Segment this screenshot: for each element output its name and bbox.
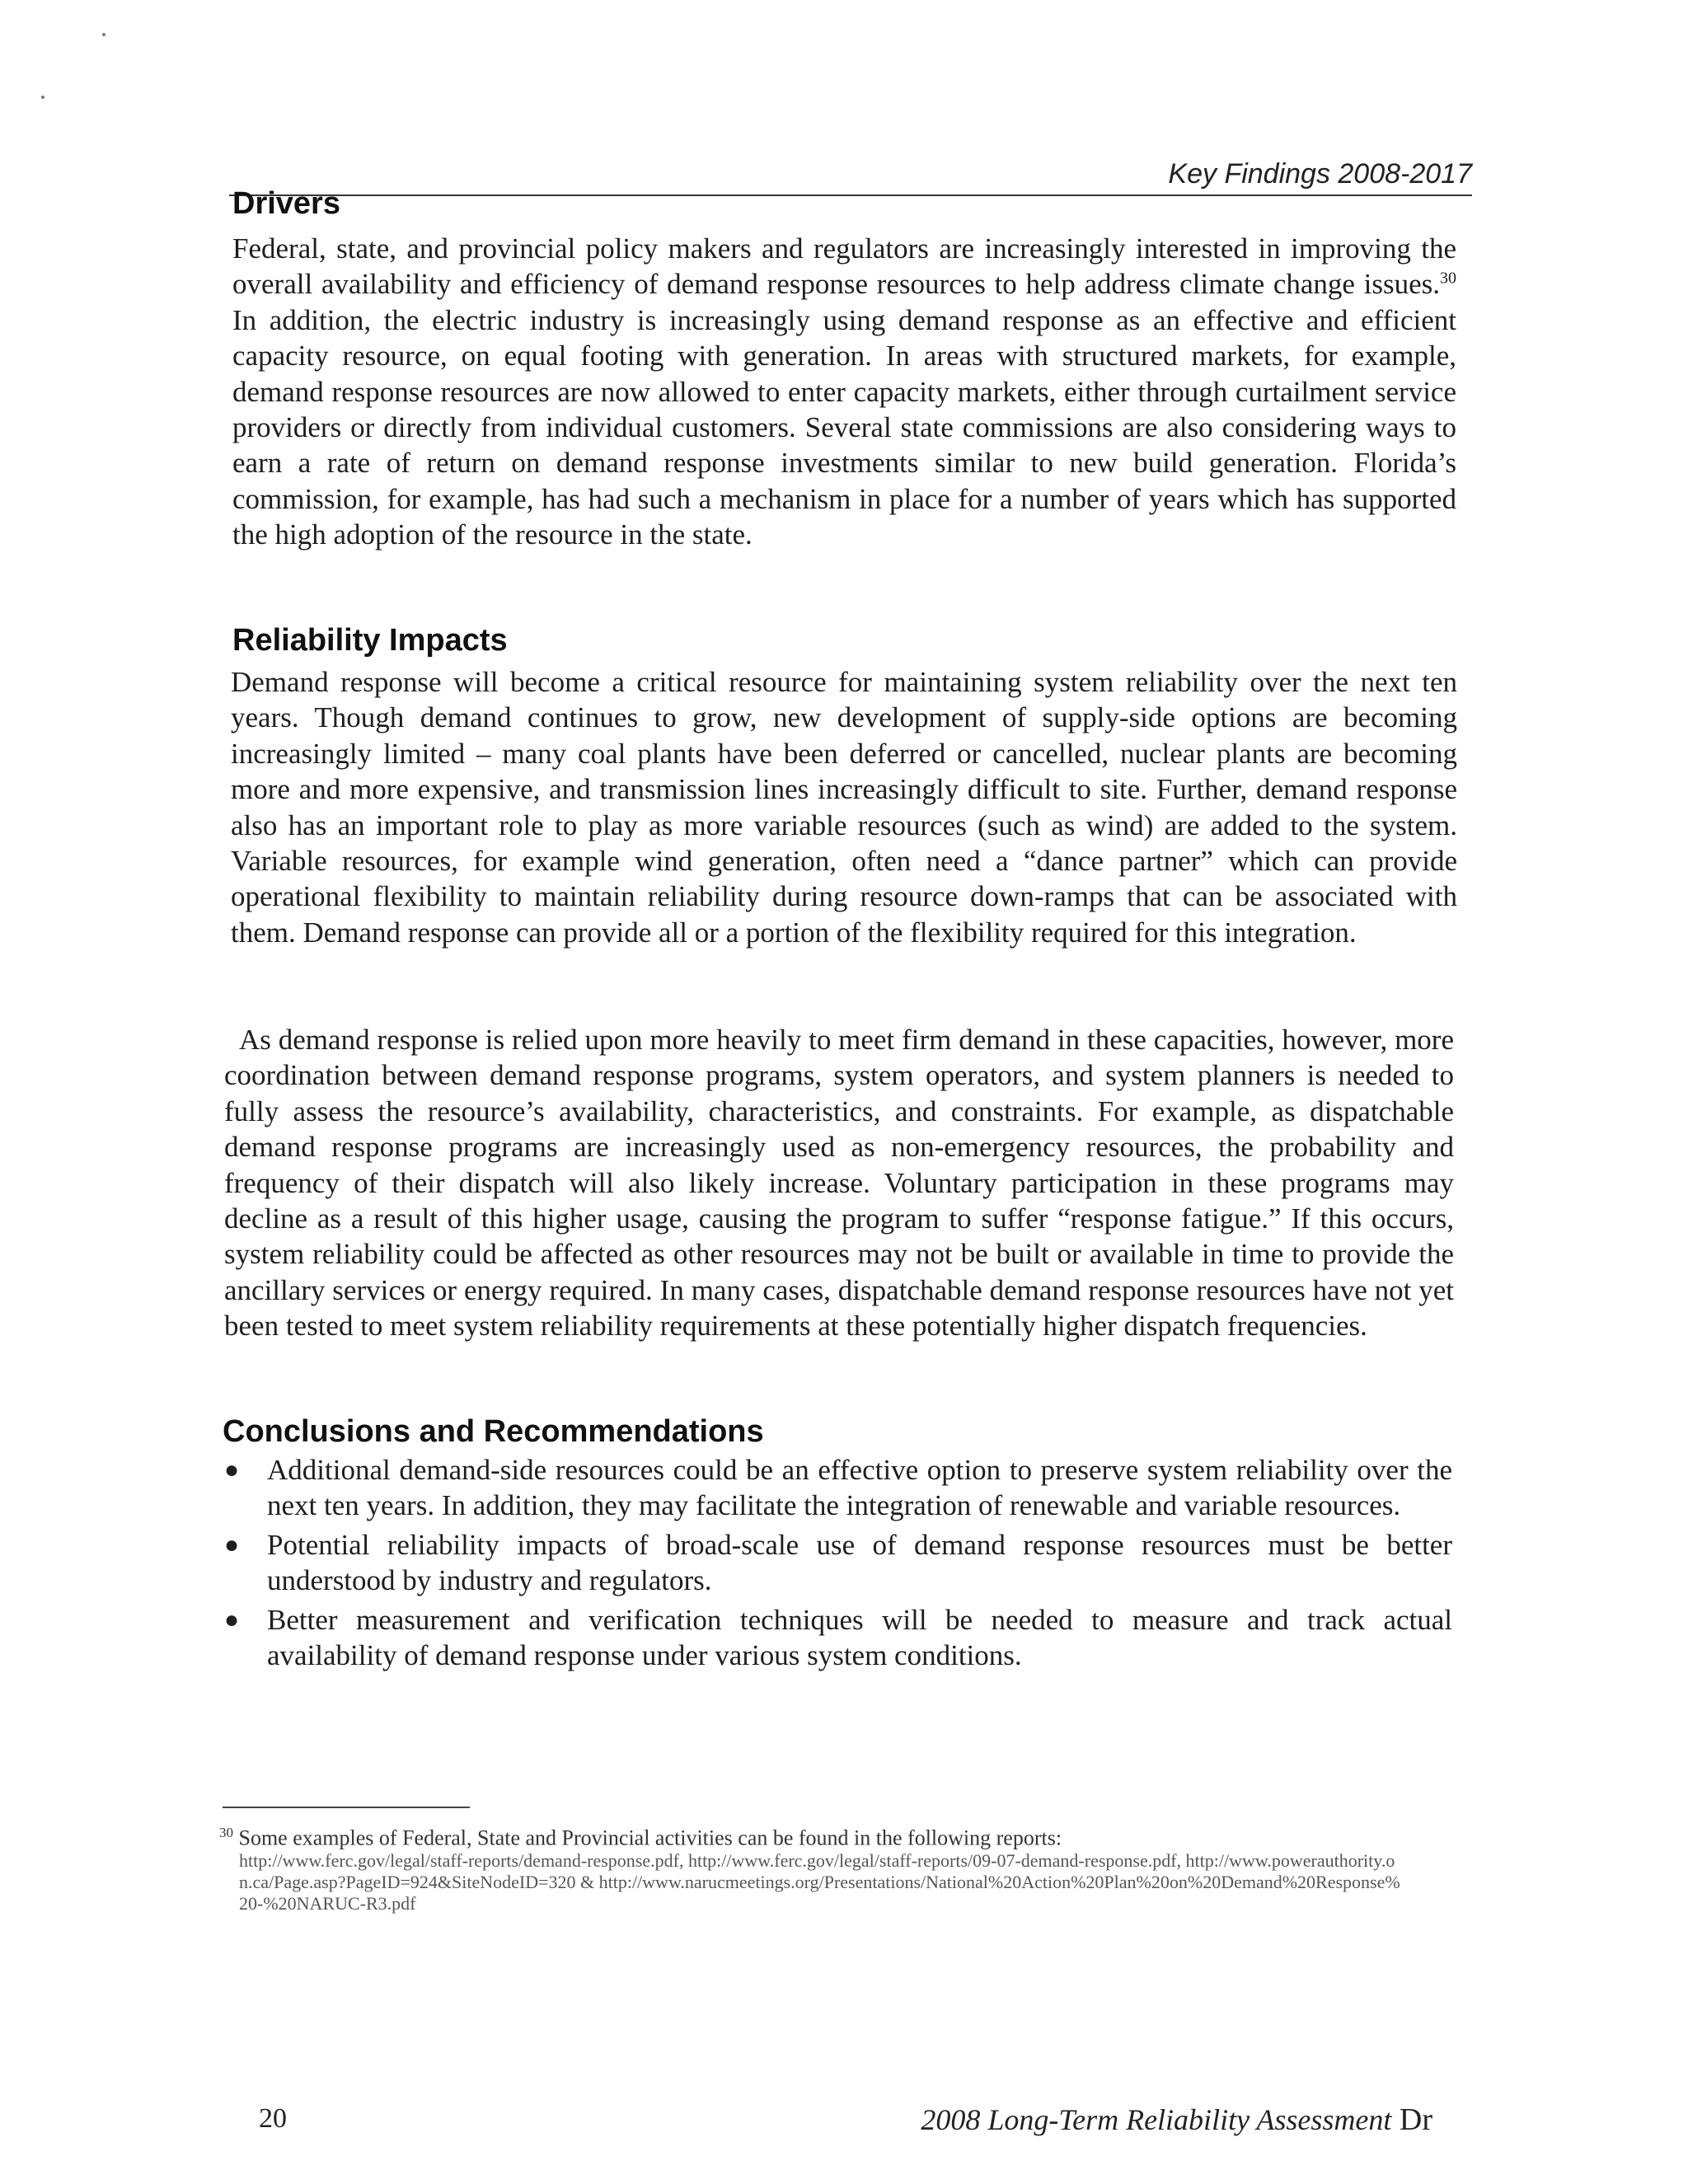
footer-title-suffix: Dr bbox=[1391, 2102, 1432, 2137]
list-item-text: Better measurement and verification techniques will be needed to measure and track actual availability of demand response under various system conditions. bbox=[267, 1603, 1452, 1672]
footer-document-title bbox=[921, 2102, 1432, 2138]
reliability-paragraph-1: Demand response will become a critical resource for maintaining system reliability over the next ten years. Though demand continues to grow, new development of supply-side options are becoming increasingly limited – many coal plants have been deferred or cancelled, nuclear plants are becoming more and more expensive, and transmission lines increasingly difficult to site. Further, demand response also has an important role to play as more variable resources (such as wind) are added to the system. Variable resources, for example wind generation, often need a “dance partner” which can provide operational flexibility to maintain reliability during resource down-ramps that can be associated with them. Demand response can provide all or a portion of the flexibility required for this integration. bbox=[231, 666, 1457, 949]
footnote-number: 30 bbox=[219, 1825, 233, 1840]
footnote-ref: 30 bbox=[1440, 269, 1456, 288]
bullet-icon: ● bbox=[224, 1530, 240, 1558]
footnote-links[interactable]: http://www.ferc.gov/legal/staff-reports/demand-response.pdf, http://www.ferc.gov/legal/staff-reports/09-07-demand-response.pdf, http://www.powerauthority.on.ca/Page.asp?PageID=924&SiteNodeID=320 & http://www.narucmeetings.org/Presentations/National%20Action%20Plan%20on%20Demand%20Response%20-%20NARUC-R3.pdf bbox=[239, 1849, 1400, 1914]
drivers-text-b: In addition, the electric industry is increasingly using demand response as an effective and efficient capacity resource, on equal footing with generation. In areas with structured markets, for example, demand response resources are now allowed to enter capacity markets, either through curtailment service providers or directly from individual customers. Several state commissions are also considering ways to earn a rate of return on demand response investments similar to new build generation. Florida’s commission, for example, has had such a mechanism in place for a number of years which has supported the high adoption of the resource in the state. bbox=[232, 303, 1456, 551]
list-item-text: Additional demand-side resources could be an effective option to preserve system reliability over the next ten years. In addition, they may facilitate the integration of renewable and variable resources. bbox=[267, 1454, 1452, 1522]
drivers-heading: Drivers bbox=[232, 186, 340, 221]
conclusions-heading: Conclusions and Recommendations bbox=[223, 1414, 764, 1449]
bullet-icon: ● bbox=[224, 1605, 240, 1633]
drivers-paragraph bbox=[232, 231, 1456, 553]
list-item bbox=[224, 1527, 1452, 1599]
scan-speck bbox=[41, 96, 45, 99]
reliability-paragraph-2: As demand response is relied upon more heavily to meet firm demand in these capacities, however, more coordination between demand response programs, system operators, and system planners is needed to fully assess the resource’s availability, characteristics, and constraints. For example, as dispatchable demand response programs are increasingly used as non-emergency resources, the probability and frequency of their dispatch will also likely increase. Voluntary participation in these programs may decline as a result of this higher usage, causing the program to suffer “response fatigue.” If this occurs, system reliability could be affected as other resources may not be built or available in time to provide the ancillary services or energy required. In many cases, dispatchable demand response resources have not yet been tested to meet system reliability requirements at these potentially higher dispatch frequencies. bbox=[224, 1024, 1454, 1343]
reliability-heading: Reliability Impacts bbox=[232, 623, 508, 658]
scan-speck bbox=[102, 33, 106, 36]
footnote-text: Some examples of Federal, State and Provincial activities can be found in the following reports: bbox=[238, 1825, 1062, 1850]
footer-title-text: 2008 Long-Term Reliability Assessment bbox=[921, 2103, 1392, 2136]
drivers-text-a: Federal, state, and provincial policy makers and regulators are increasingly interested in improving the overall availability and efficiency of demand response resources to help address climate change issues. bbox=[232, 232, 1456, 301]
list-item-text: Potential reliability impacts of broad-scale use of demand response resources must be better understood by industry and regulators. bbox=[267, 1528, 1452, 1597]
page-number: 20 bbox=[259, 2103, 287, 2134]
footnote-rule bbox=[223, 1807, 470, 1808]
list-item bbox=[224, 1602, 1452, 1674]
header-rule bbox=[229, 194, 1472, 196]
running-header: Key Findings 2008-2017 bbox=[1168, 158, 1472, 190]
recommendations-list bbox=[224, 1452, 1452, 1676]
list-item bbox=[224, 1452, 1452, 1524]
bullet-icon: ● bbox=[224, 1456, 240, 1483]
footnote bbox=[219, 1821, 1406, 1915]
